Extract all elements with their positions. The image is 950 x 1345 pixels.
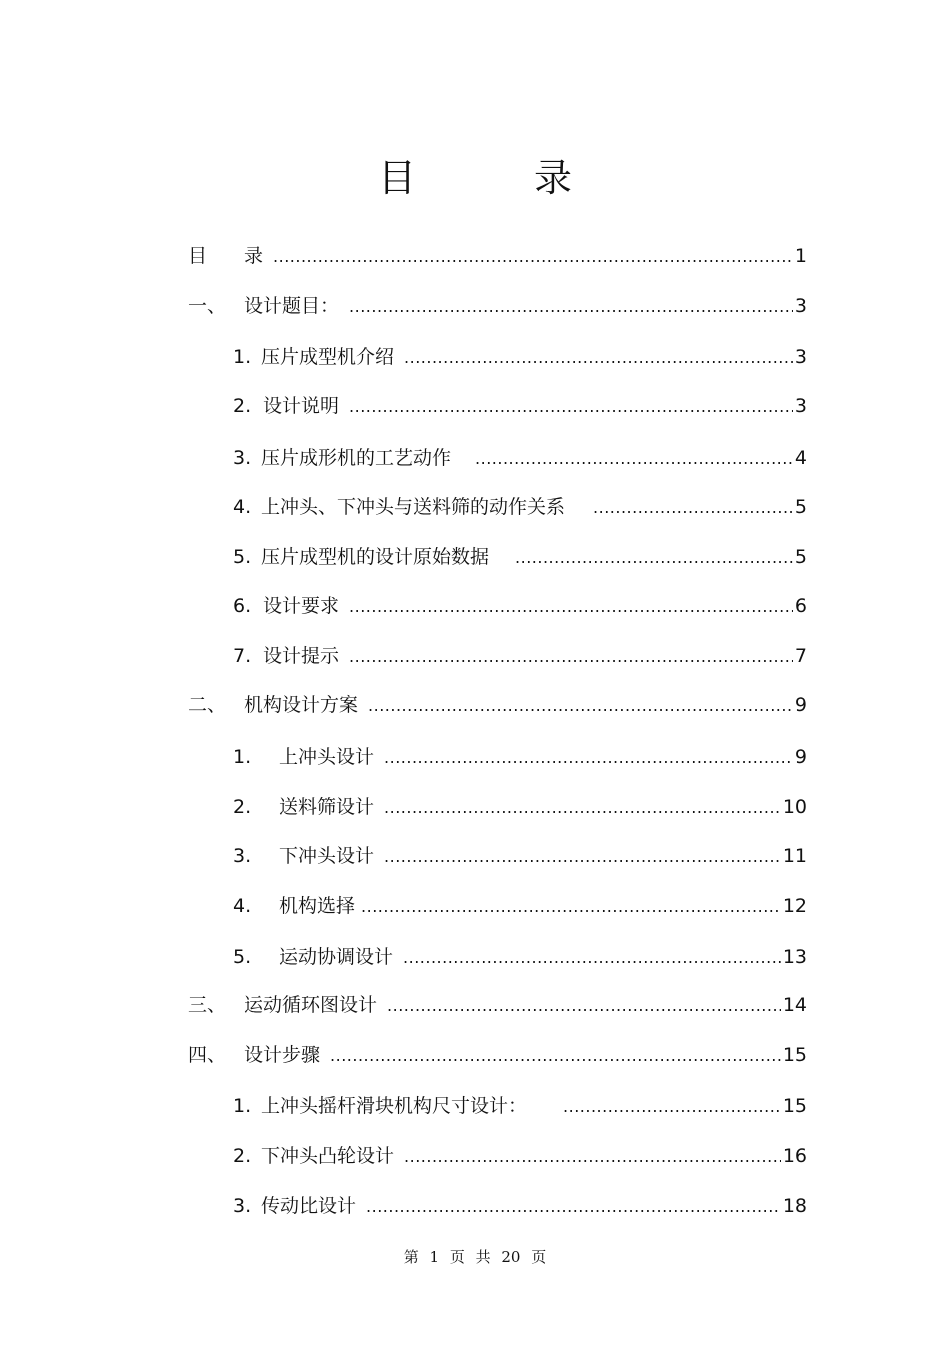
toc-label: 设计提示 <box>263 645 340 667</box>
toc-label: 上冲头、下冲头与送料筛的动作关系 <box>261 496 566 518</box>
toc-page: 15 <box>782 1095 807 1117</box>
toc-entry[interactable] <box>233 1093 807 1119</box>
toc-entry[interactable] <box>233 794 807 820</box>
toc-number: 1. <box>233 346 258 368</box>
toc-label: 设计步骤 <box>244 1044 321 1066</box>
toc-number: 2. <box>233 395 258 417</box>
toc-label: 下冲头凸轮设计 <box>261 1145 395 1167</box>
toc-label: 压片成型机介绍 <box>261 346 395 368</box>
toc-entry[interactable] <box>233 1193 807 1219</box>
toc-page: 6 <box>794 595 807 617</box>
toc-label: 传动比设计 <box>261 1195 357 1217</box>
toc-entry[interactable] <box>233 643 807 669</box>
toc-leader <box>404 345 793 371</box>
toc-label: 录 <box>244 245 264 267</box>
toc-leader <box>366 1194 781 1220</box>
toc-page: 9 <box>794 746 807 768</box>
toc-number: 2. <box>233 796 271 818</box>
toc-number: 5. <box>233 946 271 968</box>
toc-leader <box>384 844 781 870</box>
toc-leader <box>349 294 793 320</box>
toc-leader <box>349 644 793 670</box>
toc-leader <box>563 1094 781 1120</box>
toc-label: 设计说明 <box>263 395 340 417</box>
toc-page: 5 <box>794 546 807 568</box>
toc-leader <box>515 545 793 571</box>
toc-number: 1. <box>233 746 271 768</box>
toc-entry[interactable] <box>188 692 807 718</box>
toc-entry[interactable] <box>233 344 807 370</box>
toc-number: 四、 <box>188 1044 236 1066</box>
toc-number: 7. <box>233 645 258 667</box>
toc-leader <box>349 594 793 620</box>
toc-entry[interactable] <box>233 494 807 520</box>
toc-leader <box>403 945 781 971</box>
toc-entry[interactable] <box>233 544 807 570</box>
toc-page: 3 <box>794 346 807 368</box>
toc-entry[interactable] <box>233 843 807 869</box>
toc-page: 1 <box>794 245 807 267</box>
toc-page: 13 <box>782 946 807 968</box>
toc-label: 压片成型机的设计原始数据 <box>261 546 490 568</box>
toc-entry[interactable] <box>233 445 807 471</box>
toc-entry[interactable] <box>233 1143 807 1169</box>
toc-label: 机构选择 <box>279 895 356 917</box>
toc-entry[interactable] <box>233 593 807 619</box>
toc-leader <box>368 693 793 719</box>
toc-number: 3. <box>233 1195 258 1217</box>
toc-number: 一、 <box>188 295 236 317</box>
toc-entry[interactable] <box>188 992 807 1018</box>
toc-page: 10 <box>782 796 807 818</box>
toc-page: 3 <box>794 395 807 417</box>
toc-label: 上冲头摇杆滑块机构尺寸设计： <box>261 1095 528 1117</box>
toc-number: 6. <box>233 595 258 617</box>
toc-leader <box>273 244 793 270</box>
toc-leader <box>384 745 793 771</box>
toc-number: 目 <box>188 245 246 267</box>
toc-number: 二、 <box>188 694 236 716</box>
toc-number: 1. <box>233 1095 258 1117</box>
toc-number: 三、 <box>188 994 236 1016</box>
toc-label: 上冲头设计 <box>279 746 375 768</box>
toc-label: 设计要求 <box>263 595 340 617</box>
toc-leader <box>330 1043 781 1069</box>
toc-label: 运动循环图设计 <box>244 994 378 1016</box>
toc-entry[interactable] <box>233 393 807 419</box>
toc-entry[interactable] <box>233 944 807 970</box>
page-title: 目 录 <box>377 156 612 200</box>
toc-label: 设计题目： <box>244 295 340 317</box>
toc-page: 12 <box>782 895 807 917</box>
toc-entry[interactable] <box>188 293 807 319</box>
toc-leader <box>404 1144 781 1170</box>
toc-label: 压片成形机的工艺动作 <box>261 447 452 469</box>
page-footer: 第 1 页 共 20 页 <box>403 1248 547 1266</box>
toc-page: 3 <box>794 295 807 317</box>
toc-leader <box>349 394 793 420</box>
toc-page: 11 <box>782 845 807 867</box>
toc-leader <box>384 795 781 821</box>
toc-page: 15 <box>782 1044 807 1066</box>
toc-entry[interactable] <box>233 744 807 770</box>
toc-leader <box>593 495 793 521</box>
toc-number: 2. <box>233 1145 258 1167</box>
toc-page: 9 <box>794 694 807 716</box>
toc-number: 3. <box>233 845 271 867</box>
toc-label: 下冲头设计 <box>279 845 375 867</box>
toc-number: 5. <box>233 546 258 568</box>
toc-leader <box>387 993 781 1019</box>
toc-number: 4. <box>233 895 271 917</box>
toc-page: 14 <box>782 994 807 1016</box>
toc-page: 4 <box>794 447 807 469</box>
toc-number: 3. <box>233 447 258 469</box>
toc-leader <box>475 446 793 472</box>
toc-label: 机构设计方案 <box>244 694 359 716</box>
toc-page: 5 <box>794 496 807 518</box>
toc-entry[interactable] <box>233 893 807 919</box>
toc-leader <box>361 894 781 920</box>
toc-page: 16 <box>782 1145 807 1167</box>
toc-number: 4. <box>233 496 258 518</box>
toc-label: 运动协调设计 <box>279 946 394 968</box>
toc-page: 18 <box>782 1195 807 1217</box>
toc-page: 7 <box>794 645 807 667</box>
toc-entry[interactable] <box>188 1042 807 1068</box>
toc-entry[interactable] <box>188 243 807 269</box>
toc-label: 送料筛设计 <box>279 796 375 818</box>
